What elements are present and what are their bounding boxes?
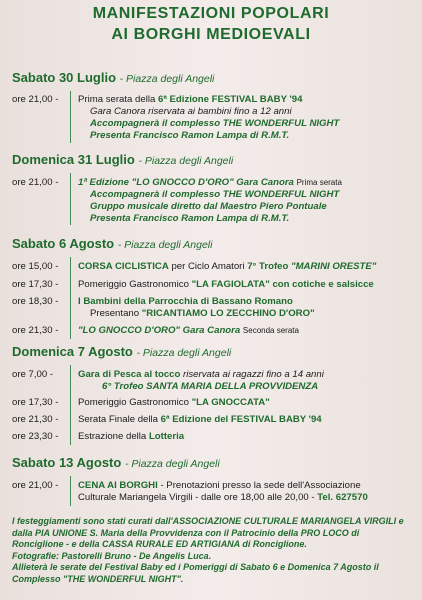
section-rule xyxy=(70,476,71,506)
footer-photos: Fotografie: Pastorelli Bruno - De Angelis Luca. xyxy=(12,550,212,561)
day-place: - Piazza degli Angeli xyxy=(136,347,232,359)
event-line: Prima serata della 6ª Edizione FESTIVAL BABY '94 xyxy=(78,94,303,105)
day-heading xyxy=(12,344,231,359)
section-rule xyxy=(70,91,71,143)
event-time: ore 21,00 - xyxy=(12,177,59,188)
day-heading xyxy=(12,152,233,167)
day-heading xyxy=(12,70,214,85)
event-line: Presentano "RICANTIAMO LO ZECCHINO D'ORO" xyxy=(90,308,315,319)
day-label: Sabato 13 Agosto xyxy=(12,455,122,470)
event-time: ore 7,00 - xyxy=(12,369,54,380)
event-line: CENA AI BORGHI - Prenotazioni presso la sede dell'Associazione xyxy=(78,480,361,491)
day-label: Sabato 6 Agosto xyxy=(12,236,115,251)
event-line: Serata Finale della 6ª Edizione del FESTIVAL BABY '94 xyxy=(78,414,322,425)
event-line: Estrazione della Lotteria xyxy=(78,431,185,442)
event-time: ore 21,00 - xyxy=(12,480,59,491)
event-time: ore 21,00 - xyxy=(12,94,59,105)
day-label: Domenica 7 Agosto xyxy=(12,344,133,359)
day-place: - Piazza degli Angeli xyxy=(138,155,234,167)
title-line-1: MANIFESTAZIONI POPOLARI xyxy=(92,5,330,22)
event-line: Accompagnerà il complesso THE WONDERFUL NIGHT xyxy=(90,118,340,129)
day-place: - Piazza degli Angeli xyxy=(119,73,215,85)
event-line: Accompagnerà il complesso THE WONDERFUL NIGHT xyxy=(90,189,340,200)
title-line-2: AI BORGHI MEDIOEVALI xyxy=(111,26,311,43)
event-line: "LO GNOCCO D'ORO" Gara Canora Seconda serata xyxy=(78,325,299,336)
event-time: ore 23,30 - xyxy=(12,431,59,442)
day-place: - Piazza degli Angeli xyxy=(117,239,213,251)
event-line: Culturale Mariangela Virgili - dalle ore 18,00 alle 20,00 - Tel. 627570 xyxy=(78,492,368,503)
event-time: ore 15,00 - xyxy=(12,261,59,272)
event-line: Gruppo musicale diretto dal Maestro Piero Pontuale xyxy=(90,201,327,212)
event-line: Gara di Pesca al tocco riservata ai ragazzi fino a 14 anni xyxy=(78,369,324,380)
footer-credits: I festeggiamenti sono stati curati dall'ASSOCIAZIONE CULTURALE MARIANGELA VIRGILI e dalla PIA UNIONE S. Maria della Provvidenza con il Patrocinio della PRO LOCO di Ronciglione - e della CASSA RURALE ED ARTIGIANA di Ronciglione. xyxy=(12,516,404,550)
day-heading xyxy=(12,236,212,251)
footer-notes xyxy=(12,516,412,586)
event-time: ore 17,30 - xyxy=(12,397,59,408)
event-line: Presenta Francisco Ramon Lampa di R.M.T. xyxy=(90,213,290,224)
day-place: - Piazza degli Angeli xyxy=(124,458,220,470)
event-line: Gara Canora riservata ai bambini fino a 12 anni xyxy=(90,106,292,117)
event-line: Presenta Francisco Ramon Lampa di R.M.T. xyxy=(90,130,290,141)
event-time: ore 21,30 - xyxy=(12,414,59,425)
event-line: I Bambini della Parrocchia di Bassano Romano xyxy=(78,296,293,307)
day-heading xyxy=(12,455,220,470)
event-time: ore 21,30 - xyxy=(12,325,59,336)
event-line: Pomeriggio Gastronomico "LA FAGIOLATA" con cotiche e salsicce xyxy=(78,279,374,290)
footer-music: Allieterà le serate del Festival Baby ed i Pomeriggi di Sabato 6 e Domenica 7 Agosto il Complesso "THE WONDERFUL NIGHT". xyxy=(12,562,379,584)
day-label: Sabato 30 Luglio xyxy=(12,70,117,85)
section-rule xyxy=(70,365,71,445)
event-time: ore 17,30 - xyxy=(12,279,59,290)
event-line: 6° Trofeo SANTA MARIA DELLA PROVVIDENZA xyxy=(102,381,319,392)
event-time: ore 18,30 - xyxy=(12,296,59,307)
section-rule xyxy=(70,257,71,339)
section-rule xyxy=(70,173,71,225)
event-line: 1ª Edizione "LO GNOCCO D'ORO" Gara Canora Prima serata xyxy=(78,177,342,188)
day-label: Domenica 31 Luglio xyxy=(12,152,135,167)
event-line: CORSA CICLISTICA per Ciclo Amatori 7° Trofeo "MARINI ORESTE" xyxy=(78,261,377,272)
event-line: Pomeriggio Gastronomico "LA GNOCCATA" xyxy=(78,397,270,408)
